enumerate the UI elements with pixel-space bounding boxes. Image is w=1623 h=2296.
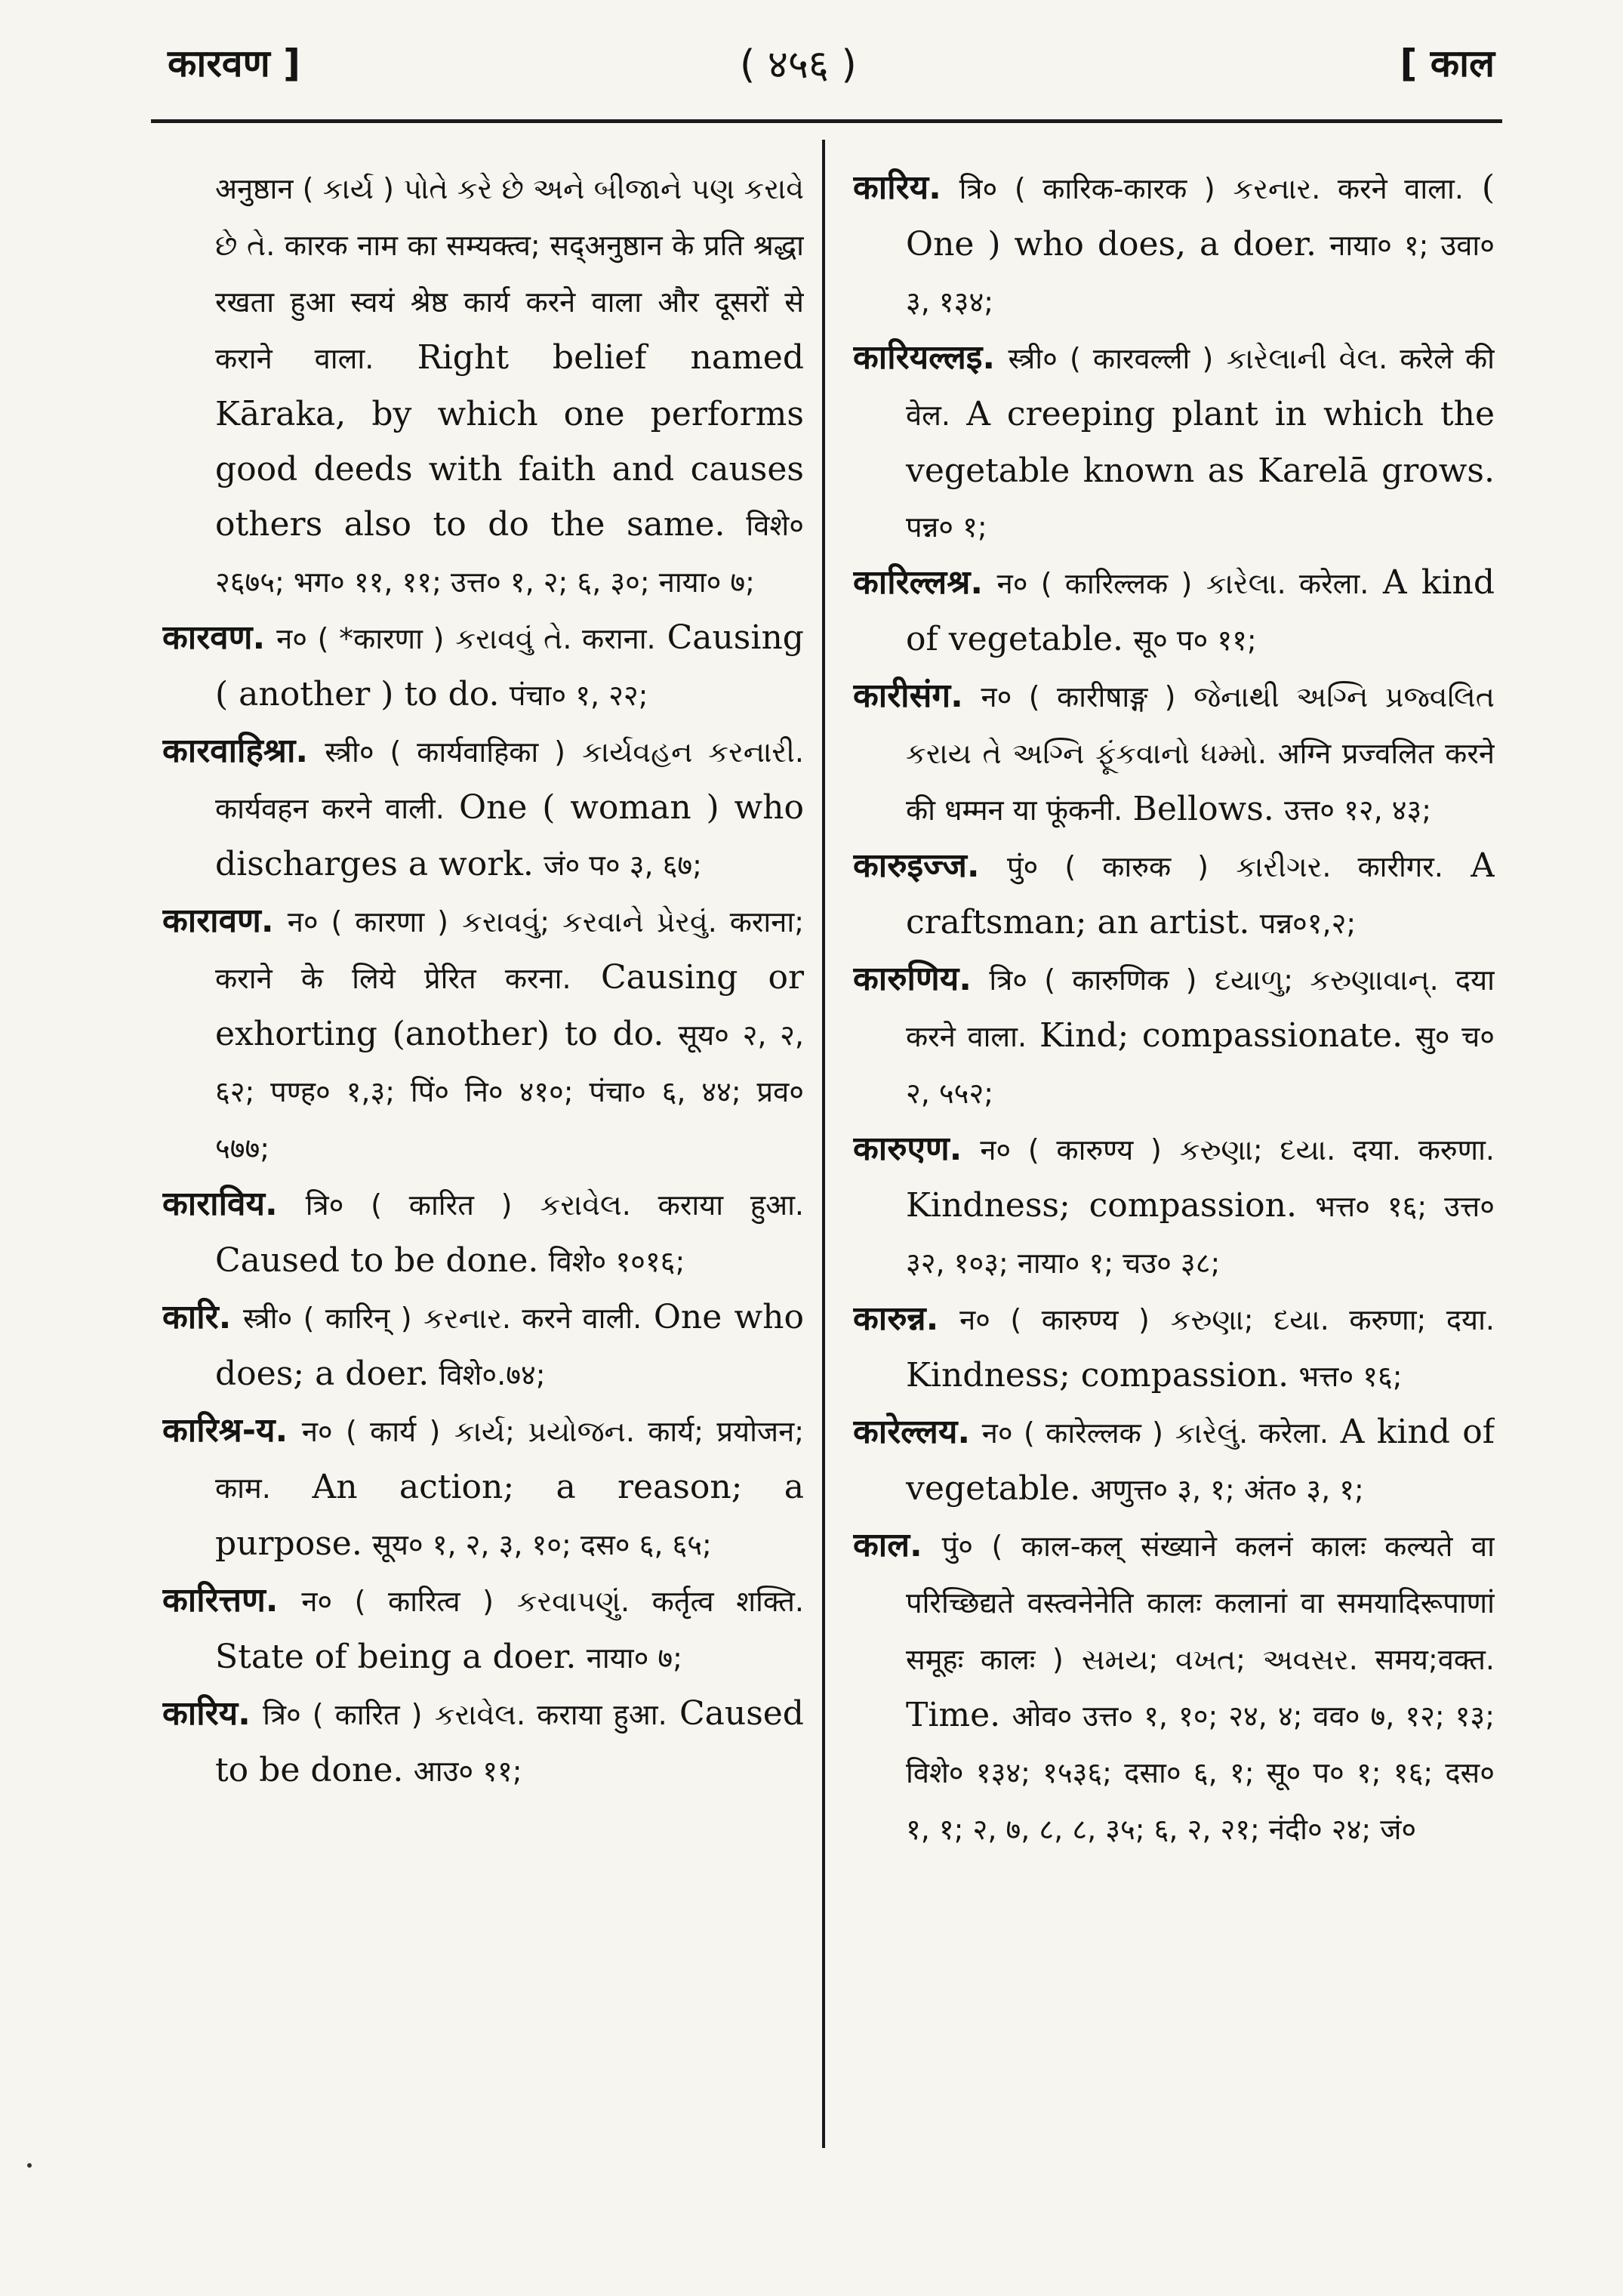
entry-grammar: त्रि० ( कारित ) bbox=[305, 1188, 513, 1222]
entry-grammar: स्त्री० ( कारिन् ) bbox=[242, 1302, 412, 1335]
dictionary-entry bbox=[162, 1176, 804, 1290]
entry-headword: कारुन्न. bbox=[853, 1299, 939, 1338]
entry-english: State of being a doer. bbox=[215, 1638, 577, 1676]
entry-headword: कारुएण. bbox=[853, 1130, 962, 1168]
entry-references: अणुत्त० ३, १; अंत० ३, १; bbox=[1090, 1473, 1364, 1506]
entry-grammar: न० ( कारुण्य ) bbox=[959, 1303, 1150, 1336]
entry-grammar: त्रि० ( कारिक-कारक ) bbox=[959, 172, 1215, 205]
entry-headword: कारिश्र-य. bbox=[162, 1411, 288, 1450]
entry-english: Kind; compassionate. bbox=[1039, 1016, 1403, 1055]
entry-english: One ( woman ) who discharges a work. bbox=[215, 788, 804, 883]
entry-grammar: न० ( कारिल्लक ) bbox=[996, 567, 1193, 600]
entry-definition: દયાળુ; કરુણાવાન્. दया करने वाला. bbox=[906, 963, 1495, 1053]
entry-references: नाया० ७; bbox=[586, 1641, 682, 1675]
entry-references: ओव० उत्त० १, १०; २४, ४; वव० ७, १२; १३; विशे० १३४; १५३६; दसा० ६, १; सू० प० १; १६; दस० १, १; २, ७, ८, ८, ३५; ६, २, २१; नंदी० २४; जं० bbox=[906, 1700, 1495, 1846]
entry-english: Kindness; compassion. bbox=[906, 1186, 1297, 1225]
right-column bbox=[853, 160, 1495, 2153]
entry-references: नाया० १; उवा० ३, १३४; bbox=[906, 229, 1495, 319]
entry-grammar: न० ( कारणा ) bbox=[287, 905, 448, 938]
entry-grammar: पुं० ( काल-कल् संख्याने कलनं कालः कल्यते वा परिच्छिद्यते वस्त्वनेनेति कालः कलानां वा समयादिरूपाणां समूहः कालः ) bbox=[906, 1530, 1495, 1676]
entry-grammar: न० ( *कारणा ) bbox=[276, 622, 445, 655]
entry-definition: अनुष्ठान ( કાર્ય ) પોતે કરે છે અને બીજાને પણ કરાવે છે તે. कारक नाम का सम्यक्त्व; सद्अनुष्ठान के प्रति श्रद्धा रखता हुआ स्वयं श्रेष्ठ कार्य करने वाला और दूसरों से कराने वाला. bbox=[215, 172, 804, 375]
entry-references: विशे०.७४; bbox=[439, 1358, 546, 1391]
entry-definition: કરાવવું; કરવાને પ્રેરવું. कराना; कराने के लिये प्रेरित करना. bbox=[215, 905, 804, 995]
dictionary-entry bbox=[853, 1518, 1495, 1857]
entry-references: सु० च० २, ५५२; bbox=[906, 1020, 1495, 1110]
entry-references: सू० प० ११; bbox=[1133, 624, 1257, 657]
dictionary-entry bbox=[162, 160, 804, 610]
entry-definition: કાર્યવહન કરનારી. कार्यवहन करने वाली. bbox=[215, 735, 804, 825]
entry-english: A creeping plant in which the vegetable known as Karelā grows. bbox=[906, 395, 1495, 490]
page-number: ( ४५६ ) bbox=[740, 42, 857, 88]
dictionary-entry bbox=[853, 160, 1495, 330]
entry-english: A craftsman; an artist. bbox=[906, 846, 1495, 942]
entry-english: Kindness; compassion. bbox=[906, 1356, 1289, 1395]
entry-references: पंचा० १, २२; bbox=[509, 679, 648, 712]
entry-references: विशे० १०१६; bbox=[548, 1245, 685, 1278]
entry-english: Caused to be done. bbox=[215, 1241, 539, 1280]
entry-definition: કરાવવું તે. कराना. bbox=[455, 622, 656, 655]
dictionary-entry bbox=[853, 555, 1495, 668]
entry-definition: કારેલાની વેલ. करेले की वेल. bbox=[906, 342, 1495, 432]
entry-headword: कारि. bbox=[162, 1298, 232, 1336]
entry-headword: कारुणिय. bbox=[853, 960, 972, 998]
entry-definition: કારેલું. करेला. bbox=[1175, 1416, 1329, 1450]
entry-references: विशे० २६७५; भग० ११, ११; उत्त० १, २; ६, ३०; नाया० ७; bbox=[215, 509, 804, 599]
entry-headword: कारेल्लय. bbox=[853, 1413, 971, 1451]
entry-headword: काल. bbox=[853, 1526, 922, 1564]
left-column bbox=[162, 160, 804, 2153]
entry-headword: कारावण. bbox=[162, 901, 274, 940]
entry-headword: कारियल्लइ. bbox=[853, 338, 996, 377]
entry-english: Bellows. bbox=[1132, 790, 1274, 828]
dictionary-entry bbox=[853, 668, 1495, 838]
dictionary-entry bbox=[162, 893, 804, 1176]
entry-definition: જેનાથી અગ્નિ પ્રજ્વલિત કરાય તે અગ્નિ ફૂંકવાનો ધમ્મો. अग्नि प्रज्वलित करने की धम्मन या फूंकनी. bbox=[906, 680, 1495, 827]
entry-headword: कारित्तण. bbox=[162, 1581, 279, 1620]
entry-english: Causing ( another ) to do. bbox=[215, 618, 804, 713]
entry-grammar: स्त्री० ( कार्यवाहिका ) bbox=[325, 735, 565, 769]
dictionary-entry bbox=[853, 838, 1495, 951]
entry-references: उत्त० १२, ४३; bbox=[1284, 794, 1432, 827]
entry-english: Time. bbox=[906, 1696, 1001, 1734]
header-right-guideword: [ काल bbox=[1400, 42, 1495, 85]
entry-english: Causing or exhorting (another) to do. bbox=[215, 958, 804, 1053]
dictionary-entry bbox=[853, 1121, 1495, 1291]
dictionary-entry bbox=[162, 1686, 804, 1799]
entry-grammar: पुं० ( कारुक ) bbox=[1006, 850, 1209, 883]
dictionary-entry bbox=[853, 1404, 1495, 1518]
entry-english: A kind of vegetable. bbox=[906, 563, 1495, 658]
entry-definition: કરનાર. करने वाला. bbox=[1233, 172, 1464, 205]
entry-grammar: त्रि० ( कारित ) bbox=[263, 1698, 423, 1731]
entry-definition: કરુણા; દયા. करुणा; दया. bbox=[1170, 1303, 1495, 1336]
entry-english: An action; a reason; a purpose. bbox=[215, 1468, 804, 1563]
entry-references: सूय० २, २, ६२; पण्ह० १,३; पिं० नि० ४१०; पंचा० ६, ४४; प्रव० ५७७; bbox=[215, 1019, 804, 1165]
dictionary-entry bbox=[162, 1403, 804, 1573]
dictionary-entry bbox=[853, 330, 1495, 555]
entry-headword: कारिय. bbox=[853, 168, 941, 207]
entry-english: A kind of vegetable. bbox=[906, 1413, 1495, 1508]
entry-english: Right belief named Kāraka, by which one performs good deeds with faith and causes others also to do the same. bbox=[215, 338, 804, 544]
entry-references: सूय० १, २, ३, १०; दस० ६, ६५; bbox=[372, 1528, 712, 1561]
entry-headword: कारवण. bbox=[162, 618, 266, 657]
entry-english: One who does; a doer. bbox=[215, 1298, 804, 1393]
entry-grammar: न० ( कारीषाङ्ग ) bbox=[981, 680, 1176, 713]
entry-headword: कारवाहिश्रा. bbox=[162, 732, 309, 770]
dictionary-entry bbox=[853, 1291, 1495, 1404]
page-header bbox=[151, 30, 1495, 91]
entry-headword: कारुइज्ज. bbox=[853, 846, 980, 885]
entry-grammar: न० ( कारित्व ) bbox=[301, 1585, 494, 1618]
entry-definition: કાર્ય; પ્રયોજન. कार्य; प्रयोजन; काम. bbox=[215, 1415, 804, 1505]
entry-references: पन्न० १; bbox=[906, 510, 987, 544]
entry-headword: कारिल्लश्र. bbox=[853, 563, 984, 602]
entry-grammar: न० ( कारुण्य ) bbox=[980, 1133, 1162, 1166]
entry-definition: કરાવેલ. कराया हुआ. bbox=[434, 1698, 667, 1731]
entry-headword: कारिय. bbox=[162, 1694, 251, 1733]
header-rule bbox=[151, 119, 1502, 123]
entry-references: जं० प० ३, ६७; bbox=[544, 849, 702, 882]
entry-grammar: न० ( कारेल्लक ) bbox=[981, 1416, 1163, 1450]
entry-definition: સમય; વખત; અવસર. समय;वक्त. bbox=[1081, 1643, 1495, 1676]
entry-definition: કારીગર. कारीगर. bbox=[1236, 850, 1443, 883]
header-left-guideword: कारवण ] bbox=[168, 42, 301, 85]
margin-speck bbox=[27, 2163, 32, 2168]
entry-definition: કરનાર. करने वाली. bbox=[423, 1302, 642, 1335]
dictionary-entry bbox=[162, 1573, 804, 1686]
entry-references: पन्न०१,२; bbox=[1259, 907, 1357, 940]
dictionary-entry bbox=[853, 951, 1495, 1121]
entry-definition: કારેલા. करेला. bbox=[1206, 567, 1369, 600]
entry-definition: કરુણા; દયા. दया. करुणा. bbox=[1179, 1133, 1495, 1166]
entry-headword: काराविय. bbox=[162, 1185, 278, 1223]
entry-english: Caused to be done. bbox=[215, 1694, 804, 1789]
dictionary-entry bbox=[162, 723, 804, 893]
entry-references: भत्त० १६; bbox=[1298, 1360, 1403, 1393]
column-divider bbox=[822, 140, 825, 2148]
entry-headword: कारीसंग. bbox=[853, 676, 963, 715]
entry-english: ( One ) who does, a doer. bbox=[906, 168, 1495, 264]
entry-definition: કરાવેલ. कराया हुआ. bbox=[540, 1188, 804, 1222]
entry-references: आउ० ११; bbox=[413, 1755, 522, 1788]
entry-grammar: न० ( कार्य ) bbox=[301, 1415, 441, 1448]
entry-grammar: त्रि० ( कारुणिक ) bbox=[989, 963, 1197, 997]
entry-grammar: स्त्री० ( कारवल्ली ) bbox=[1008, 342, 1214, 375]
dictionary-entry bbox=[162, 610, 804, 723]
entry-references: भत्त० १६; उत्त० ३२, १०३; नाया० १; चउ० ३८; bbox=[906, 1190, 1495, 1280]
dictionary-entry bbox=[162, 1290, 804, 1403]
entry-definition: કરવાપણું. कर्तृत्व शक्ति. bbox=[516, 1585, 804, 1618]
